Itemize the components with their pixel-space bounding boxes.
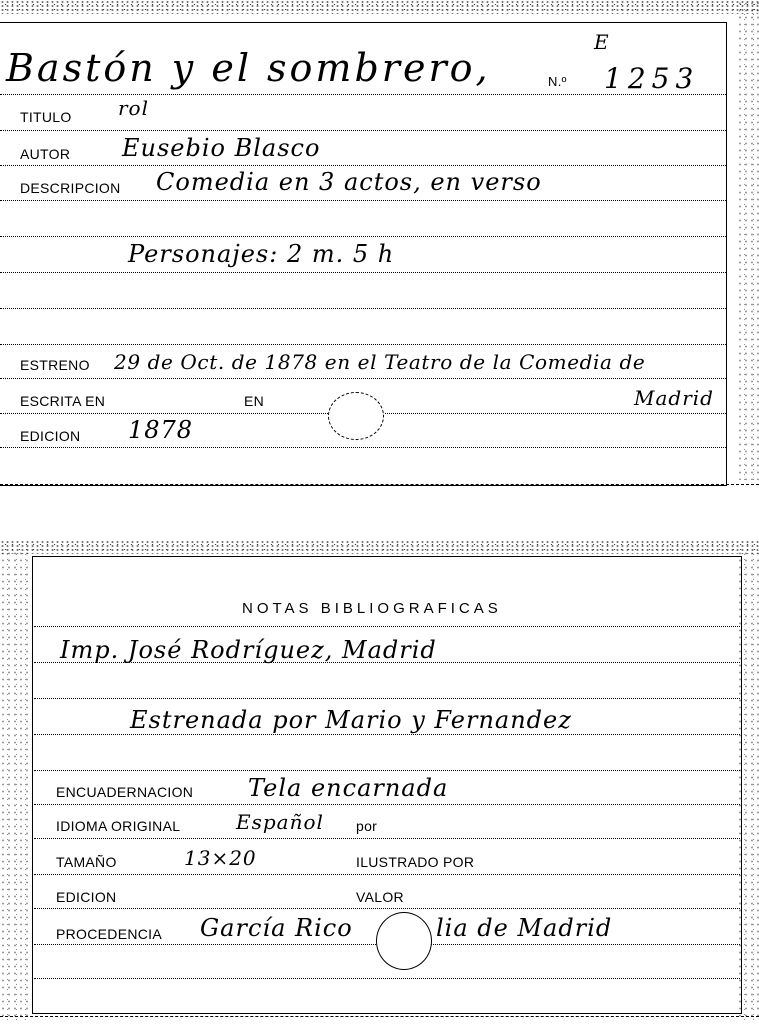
catalog-number: 1253 [604,62,700,95]
rule [0,200,726,201]
titulo-label: TITULO [20,109,72,125]
descripcion-label: DESCRIPCION [20,180,121,196]
procedencia-label: PROCEDENCIA [56,926,162,942]
rule [34,734,740,735]
punch-hole [328,392,384,440]
rule [0,130,726,131]
rule [34,838,740,839]
valor-label: VALOR [356,889,404,905]
rule [34,626,740,627]
rule [34,804,740,805]
encuadernacion-value: Tela encarnada [248,774,449,802]
notas-heading: NOTAS BIBLIOGRAFICAS [242,600,502,617]
rule [34,908,740,909]
rule [0,1016,759,1017]
title-handwritten: Bastón y el sombrero, [6,46,491,90]
rule [34,978,740,979]
note-line-2: Estrenada por Mario y Fernandez [130,706,572,734]
punch-hole [376,912,432,970]
note-line-1: Imp. José Rodríguez, Madrid [60,636,437,664]
rule [0,378,726,379]
rule [34,770,740,771]
autor-label: AUTOR [20,146,71,162]
scan-noise-top [0,540,759,554]
personajes-value: Personajes: 2 m. 5 h [128,240,395,268]
tamano-value: 13×20 [184,846,257,870]
rule [0,272,726,273]
procedencia-value: García Rico [200,914,353,942]
tamano-label: TAMAÑO [56,854,117,870]
estreno-value: 29 de Oct. de 1878 en el Teatro de la Comedia de [114,350,646,374]
en-label: EN [244,393,265,409]
idioma-label: IDIOMA ORIGINAL [56,818,181,834]
rule [0,344,726,345]
por-label: por [356,818,378,834]
estreno-continued: Madrid [634,386,714,410]
estreno-label: ESTRENO [20,357,90,373]
edicion-label: EDICION [20,428,81,444]
edicion-value: 1878 [128,416,194,444]
number-label: N.º [548,74,567,89]
scan-noise-right [737,0,759,480]
rule [0,236,726,237]
escrita-en-label: ESCRITA EN [20,393,106,409]
titulo-value: rol [118,96,149,120]
rule [0,165,726,166]
procedencia-value-2: lia de Madrid [436,914,613,942]
edicion2-label: EDICION [56,889,117,905]
descripcion-value: Comedia en 3 actos, en verso [156,168,542,196]
corner-mark: E [594,30,610,54]
encuadernacion-label: ENCUADERNACION [56,784,194,800]
scan-noise-top [0,0,759,14]
rule [0,308,726,309]
autor-value: Eusebio Blasco [122,134,321,162]
scan-noise-left [0,550,30,1020]
ilustrado-label: ILUSTRADO POR [356,854,475,870]
rule [34,698,740,699]
rule [0,484,759,485]
idioma-value: Español [236,810,324,834]
rule [34,874,740,875]
rule [0,447,726,448]
